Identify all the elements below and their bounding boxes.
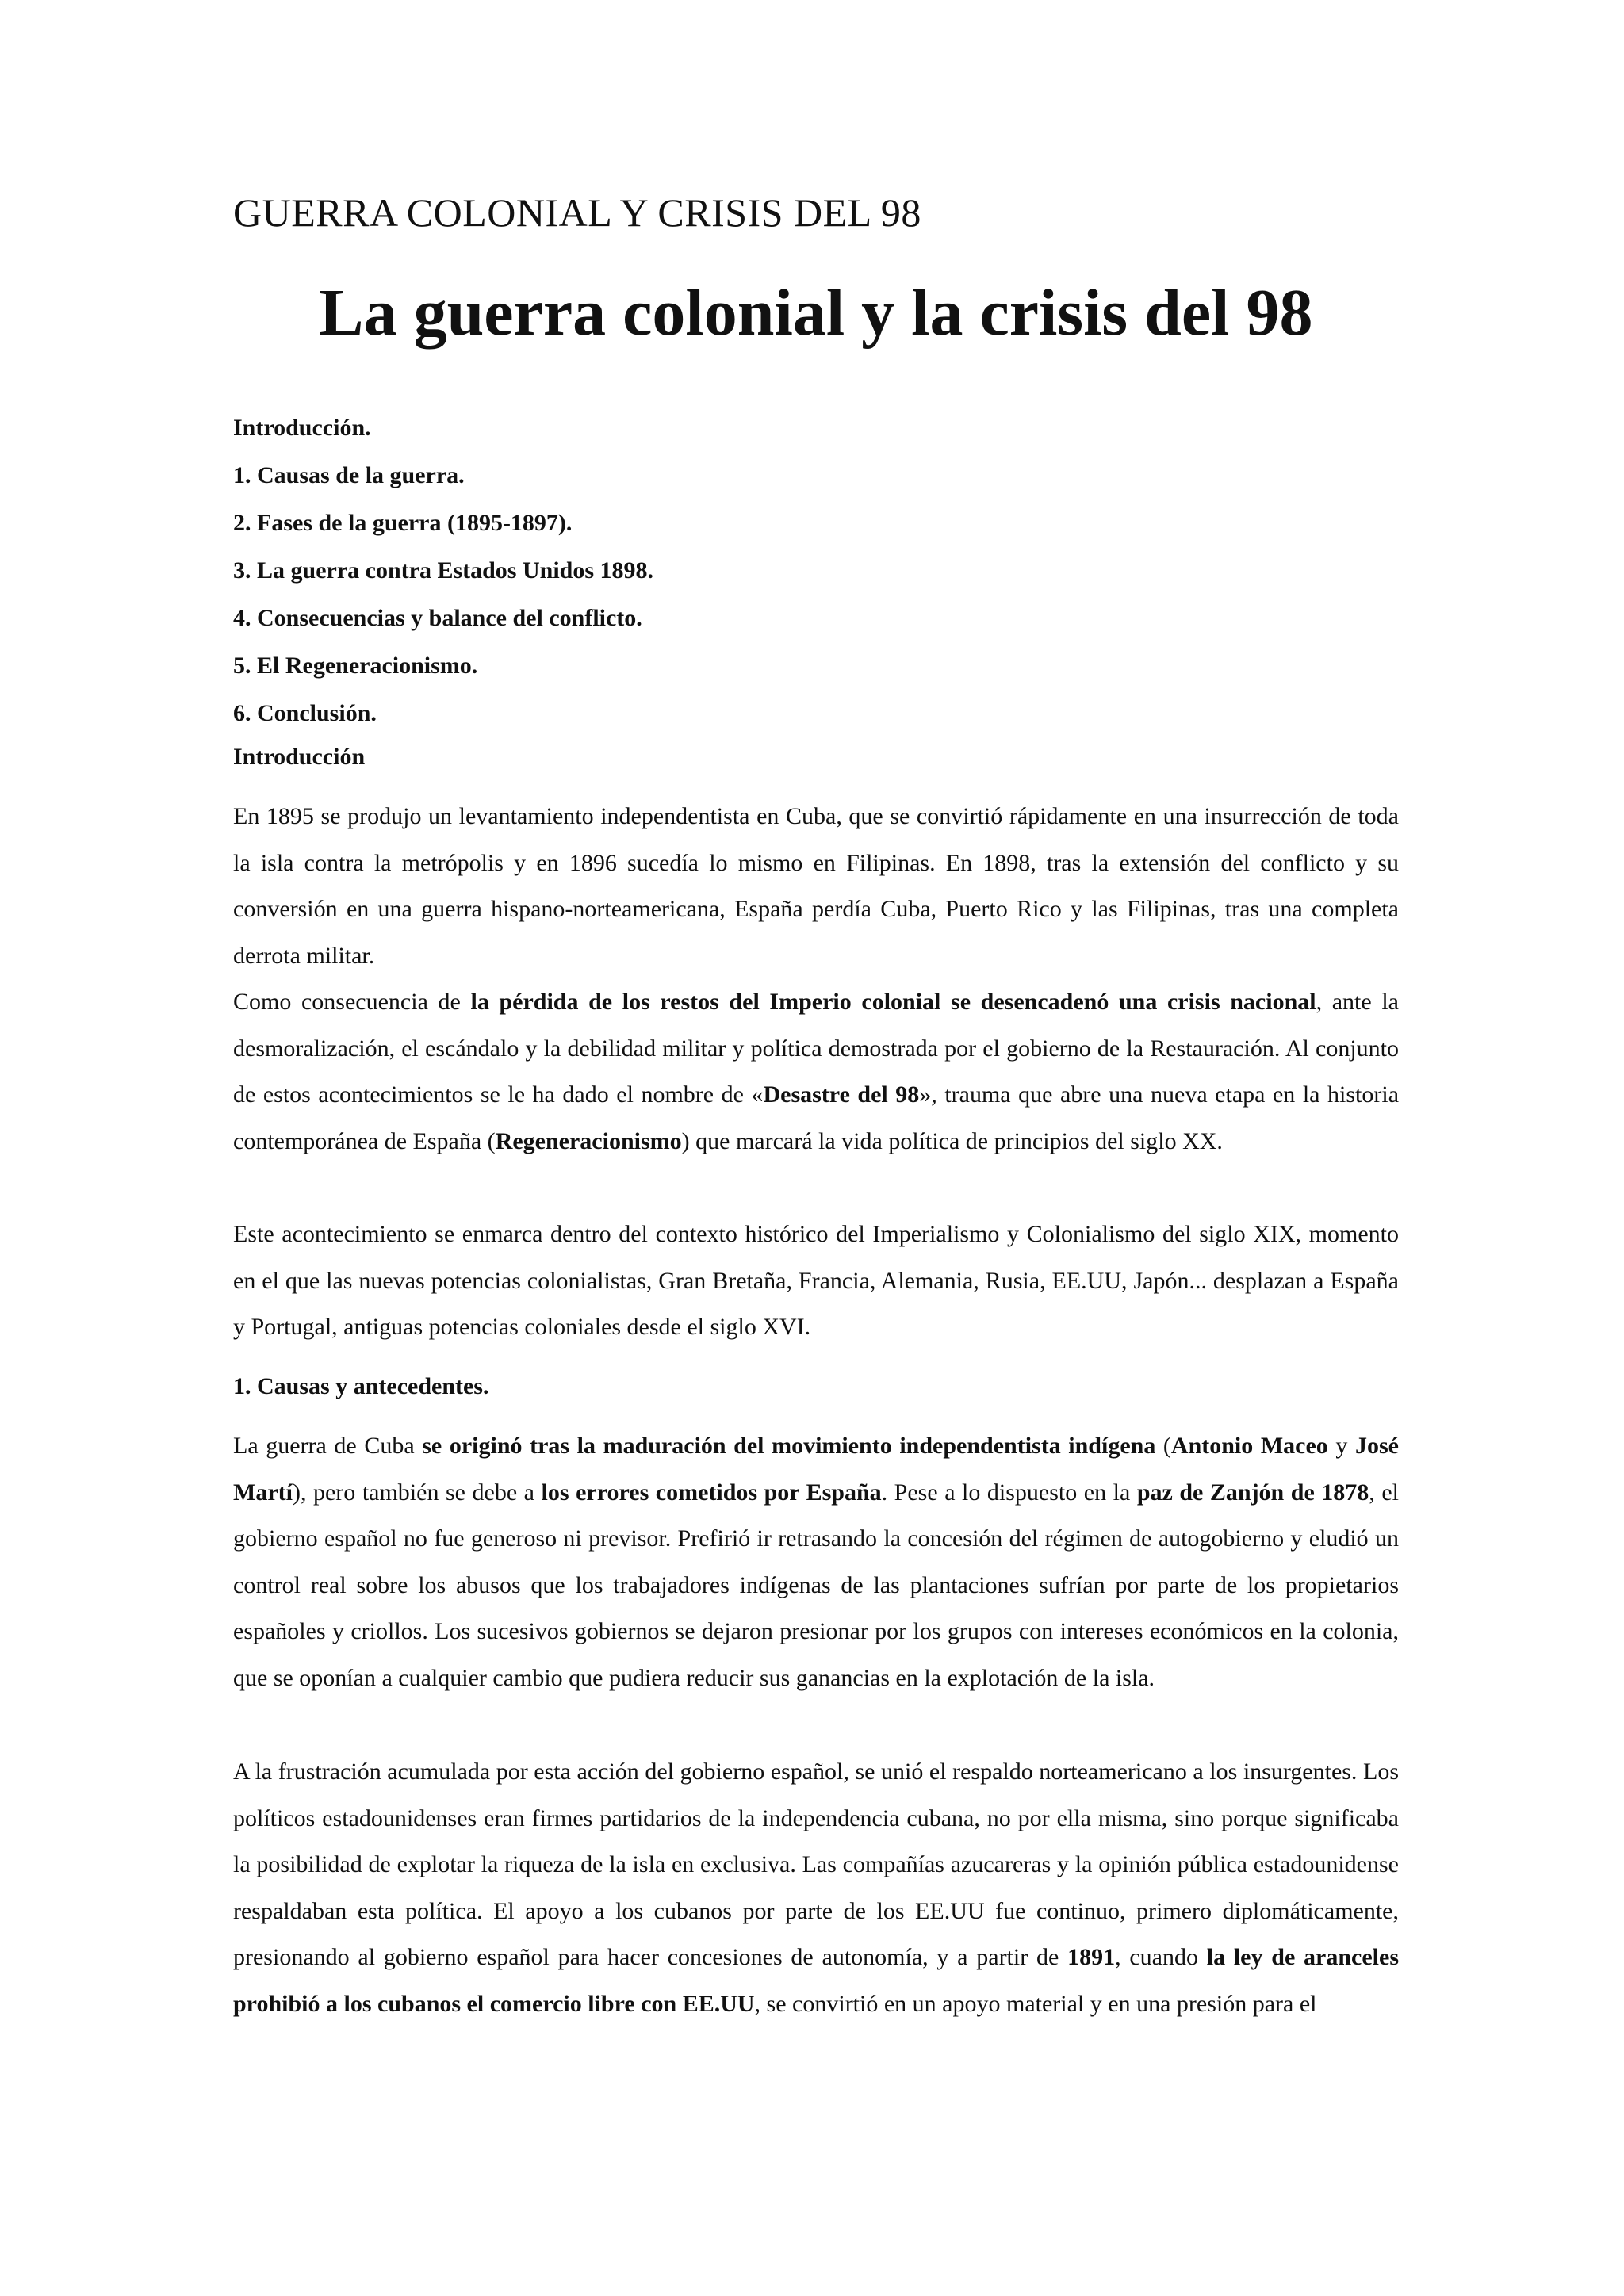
bold-text-run: Antonio Maceo (1170, 1433, 1328, 1459)
intro-paragraph-1: En 1895 se produjo un levantamiento independentista en Cuba, que se convirtió rápidamente en una insurrección de toda la isla contra la metrópolis y en 1896 sucedía lo mismo en Filipinas. En 1898, tras la extensión del conflicto y su conversión en una guerra hispano-norteamericana, España perdía Cuba, Puerto Rico y las Filipinas, tras una completa derrota militar. (233, 803, 1399, 969)
text-run: ( (1155, 1433, 1171, 1459)
text-run: Como consecuencia de (233, 989, 471, 1015)
bold-text-run: la ley de aranceles prohibió a los cubanos el comercio libre con EE.UU (233, 1944, 1399, 2017)
section-heading-introduction: Introducción (233, 744, 366, 770)
text-run: . Pese a lo dispuesto en la (881, 1479, 1137, 1506)
text-run: », trauma que abre una nueva etapa en la historia contemporánea de España ( (233, 1081, 1400, 1154)
bold-text-run: Regeneracionismo (495, 1127, 682, 1154)
causes-paragraph-2 (233, 1749, 1399, 2027)
toc-item: 2. Fases de la guerra (1895-1897). (233, 510, 573, 536)
toc-item: 3. La guerra contra Estados Unidos 1898. (233, 557, 654, 584)
bold-text-run: José Martí (233, 1433, 1399, 1506)
bold-text-run: se originó tras la maduración del movimiento independentista indígena (422, 1433, 1156, 1459)
bold-text-run: paz de Zanjón de 1878 (1136, 1479, 1369, 1506)
text-run: , se convirtió en un apoyo material y en una presión para el (754, 1990, 1317, 2017)
text-run: , cuando (1115, 1944, 1207, 1970)
main-title: La guerra colonial y la crisis del 98 (319, 276, 1313, 350)
text-run: , el gobierno español no fue generoso ni previsor. Prefirió ir retrasando la concesión del régimen de autogobierno y eludió un control real sobre los abusos que los trabajadores indígenas de las plantaciones sufrían por parte de los propietarios españoles y criollos. Los sucesivos gobiernos se dejaron presionar por los grupos con intereses económicos en la colonia, que se oponían a cualquier cambio que pudiera reducir sus ganancias en la explotación de la isla. (233, 1479, 1399, 1691)
text-run: La guerra de Cuba (233, 1433, 423, 1459)
section-heading-causes: 1. Causas y antecedentes. (233, 1373, 489, 1399)
intro-paragraph-3: Este acontecimiento se enmarca dentro del contexto histórico del Imperialismo y Colonialismo del siglo XIX, momento en el que las nuevas potencias colonialistas, Gran Bretaña, Francia, Alemania, Rusia, EE.UU, Japón... desplazan a España y Portugal, antiguas potencias coloniales desde el siglo XVI. (233, 1221, 1399, 1340)
bold-text-run: 1891 (1067, 1944, 1116, 1970)
toc-item: 6. Conclusión. (233, 700, 377, 726)
text-run: A la frustración acumulada por esta acción del gobierno español, se unió el respaldo norteamericano a los insurgentes. Los políticos estadounidenses eran firmes partidarios de la independencia cubana, no por ella misma, sino porque significaba la posibilidad de explotar la riqueza de la isla en exclusiva. Las compañías azucareras y la opinión pública estadounidense respaldaban esta política. El apoyo a los cubanos por parte de los EE.UU fue continuo, primero diplomáticamente, presionando al gobierno español para hacer concesiones de autonomía, y a partir de (233, 1758, 1399, 1970)
bold-text-run: Desastre del 98 (763, 1081, 920, 1108)
intro-paragraph-2 (233, 979, 1399, 1165)
text-run: y (1327, 1433, 1355, 1459)
toc-item: 1. Causas de la guerra. (233, 462, 465, 488)
toc-item: 4. Consecuencias y balance del conflicto. (233, 605, 642, 631)
document-header-title: GUERRA COLONIAL Y CRISIS DEL 98 (233, 190, 921, 235)
table-of-contents (233, 404, 653, 737)
bold-text-run: los errores cometidos por España (541, 1479, 882, 1506)
toc-item: Introducción. (233, 415, 371, 441)
causes-paragraph-1 (233, 1423, 1399, 1701)
text-run: , ante la desmoralización, el escándalo y la debilidad militar y política demostrada por el gobierno de la Restauración. Al conjunto de estos acontecimientos se le ha dado el nombre de « (233, 989, 1399, 1108)
text-run: ) que marcará la vida política de principios del siglo XX. (681, 1127, 1223, 1154)
toc-item: 5. El Regeneracionismo. (233, 652, 478, 679)
bold-text-run: la pérdida de los restos del Imperio colonial se desencadenó una crisis nacional (470, 989, 1316, 1015)
text-run: ), pero también se debe a (292, 1479, 542, 1506)
